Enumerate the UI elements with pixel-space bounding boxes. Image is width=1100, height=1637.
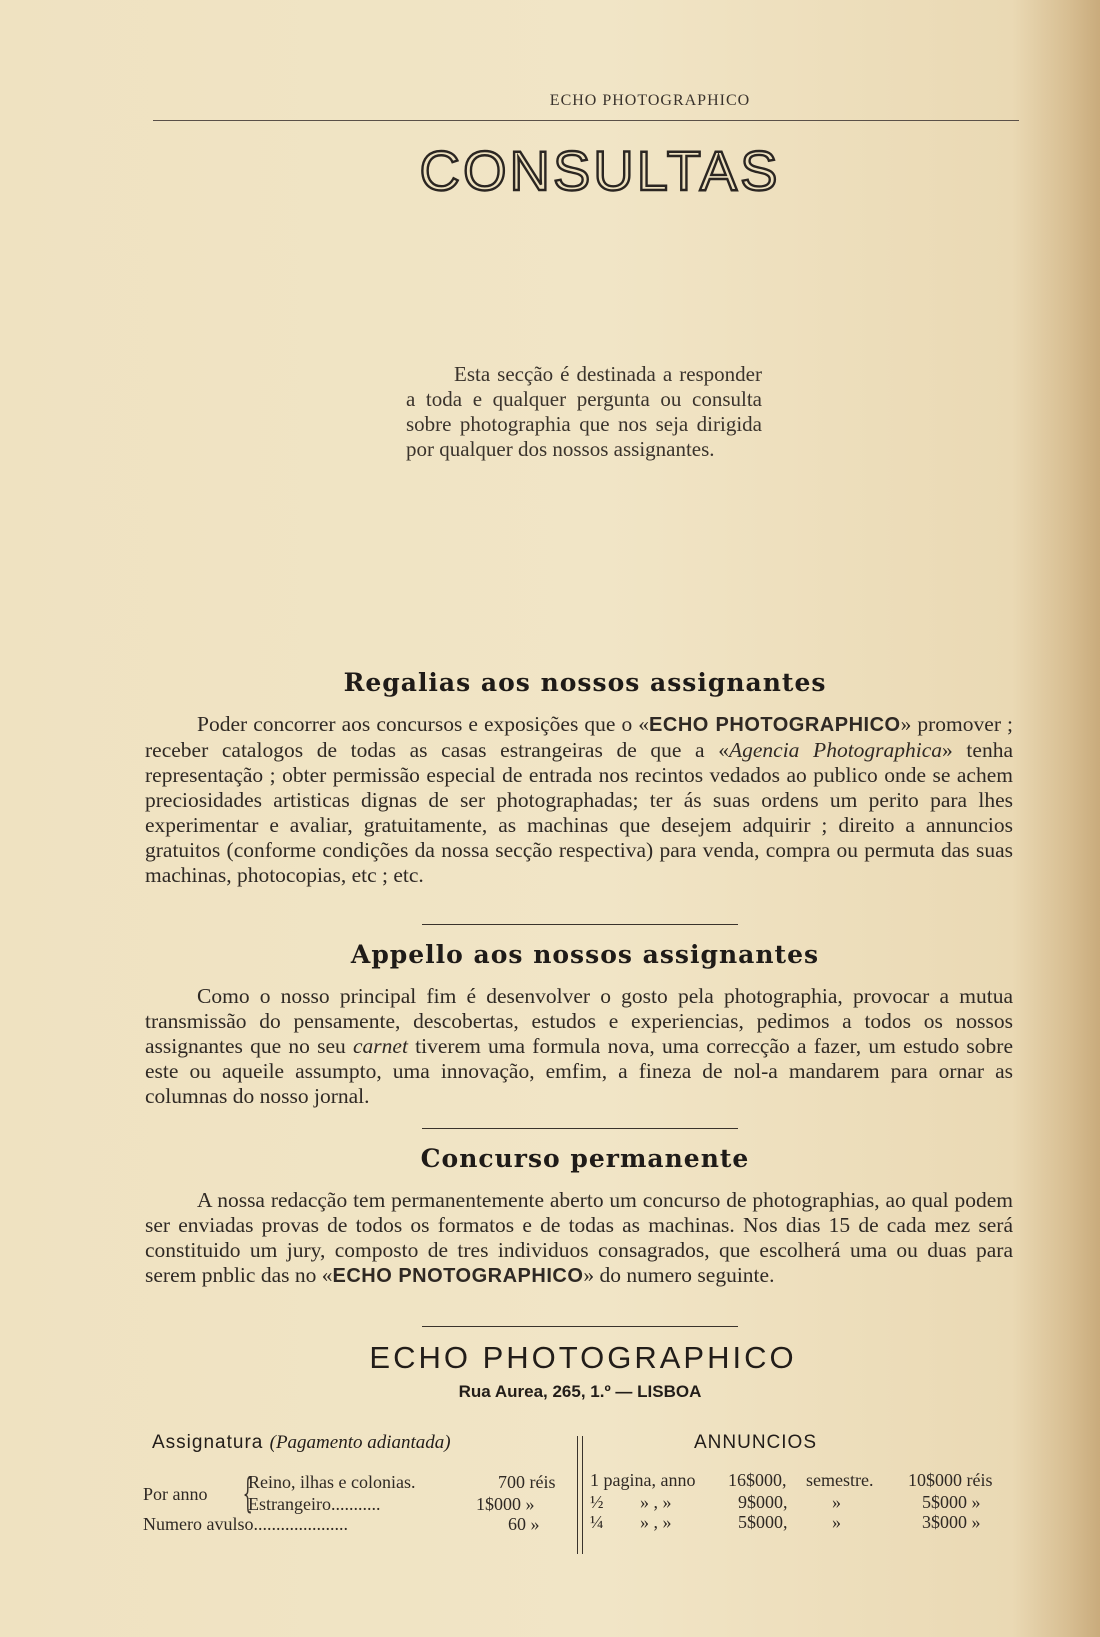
running-head: ECHO PHOTOGRAPHICO	[549, 92, 751, 109]
ads-row-year: 5$000,	[738, 1512, 788, 1532]
paragraph-text: Como o nosso principal fim é desenvolver o gosto pela photographia, provocar a mutua transmissão do pensamente, descobertas, estudos e experiencias, pedimos a todos os nossos assignantes que no seu	[145, 984, 1013, 1058]
subscription-heading	[152, 1432, 451, 1454]
section-divider	[422, 1128, 738, 1129]
ads-heading: ANNUNCIOS	[694, 1432, 818, 1453]
section-divider	[422, 1326, 738, 1327]
ads-row-size: ½	[590, 1492, 604, 1512]
paragraph-regalias	[145, 712, 1013, 888]
por-anno-label: Por anno	[143, 1484, 208, 1504]
brace-glyph: {	[242, 1471, 253, 1517]
ads-row-year: 9$000,	[738, 1492, 788, 1512]
ads-row-semester-label: semestre.	[806, 1470, 874, 1490]
ads-row-semester-label: »	[832, 1512, 841, 1532]
paragraph-text: » promover ; receber catalogos de todas as casas estrangeiras de que a «	[145, 712, 1014, 762]
section-heading-appello: Appello aos nossos assignantes	[350, 940, 820, 969]
paragraph-concurso	[145, 1188, 1013, 1289]
ads-row-size: 1 pagina, anno	[590, 1470, 696, 1490]
ads-row-semester: 3$000 »	[922, 1512, 981, 1532]
paragraph-text: A nossa redacção tem permanentemente aberto um concurso de photographias, ao qual podem ser enviadas provas de todos os formatos e de todas as machinas. Nos dias 15 de cada mez será constituido um jury, composto de tres individuos consagrados, que escolherá uma ou duas para serem pnblic das no «	[145, 1188, 1013, 1287]
ads-row-year-prefix: » , »	[640, 1512, 672, 1532]
ads-row-semester-label: »	[832, 1492, 841, 1512]
paragraph-text: tiverem uma formula nova, uma correcção a fazer, um estudo sobre este ou aqueile assumpto, uma innovação, emfim, a fineza de nol-a mandarem para ornar as columnas do nosso jornal.	[145, 1034, 1013, 1108]
ads-row-semester: 5$000 »	[922, 1492, 981, 1512]
page-title: CONSULTAS	[419, 139, 781, 202]
ads-row-size: ¼	[590, 1512, 604, 1532]
ads-row-semester: 10$000 réis	[908, 1470, 993, 1490]
column-divider	[577, 1436, 583, 1554]
subscription-row-price: 60 »	[508, 1514, 540, 1534]
paragraph-text: » tenha representação ; obter permissão especial de entrada nos recintos vedados ao publico onde se achem preciosidades artisticas dignas de ser photographadas; ter ás suas ordens um perito para lhes experimentar e avaliar, gratuitamente, as machinas que desejem adquirir ; direito a annuncios gratuitos (conforme condições da nossa secção respectiva) para venda, compra ou permuta das suas machinas, photocopias, etc ; etc.	[145, 738, 1013, 887]
subscription-row-label: Numero avulso.....................	[143, 1514, 348, 1534]
subscription-heading-label: Assignatura	[152, 1432, 264, 1453]
section-heading-concurso: Concurso permanente	[420, 1144, 750, 1173]
subscription-heading-note: (Pagamento adiantada)	[269, 1432, 451, 1453]
subscription-row-price: 1$000 »	[476, 1494, 535, 1514]
paragraph-text: » do numero seguinte.	[583, 1263, 775, 1287]
ads-row-year: 16$000,	[728, 1470, 787, 1490]
subscription-row-label: Reino, ilhas e colonias.	[248, 1472, 416, 1492]
paragraph-appello	[145, 984, 1013, 1109]
footer-title: ECHO PHOTOGRAPHICO	[369, 1340, 797, 1375]
intro-paragraph: Esta secção é destinada a responder a toda e qualquer pergunta ou consulta sobre photographia que nos seja dirigida por qualquer dos nossos assignantes.	[406, 362, 762, 461]
brand-name: ECHO PHOTOGRAPHICO	[649, 714, 901, 736]
section-divider	[422, 924, 738, 925]
italic-text: carnet	[353, 1034, 408, 1058]
paragraph-text: Poder concorrer aos concursos e exposições que o «	[197, 712, 650, 736]
header-rule	[153, 120, 1019, 121]
ads-row-year-prefix: » , »	[640, 1492, 672, 1512]
subscription-row-label: Estrangeiro...........	[248, 1494, 381, 1514]
footer-address: Rua Aurea, 265, 1.º — LISBOA	[458, 1382, 702, 1401]
subscription-row-price: 700 réis	[498, 1472, 556, 1492]
brand-name: ECHO PNOTOGRAPHICO	[332, 1265, 584, 1287]
italic-text: Agencia Photographica	[728, 738, 943, 762]
section-heading-regalias: Regalias aos nossos assignantes	[343, 668, 827, 697]
